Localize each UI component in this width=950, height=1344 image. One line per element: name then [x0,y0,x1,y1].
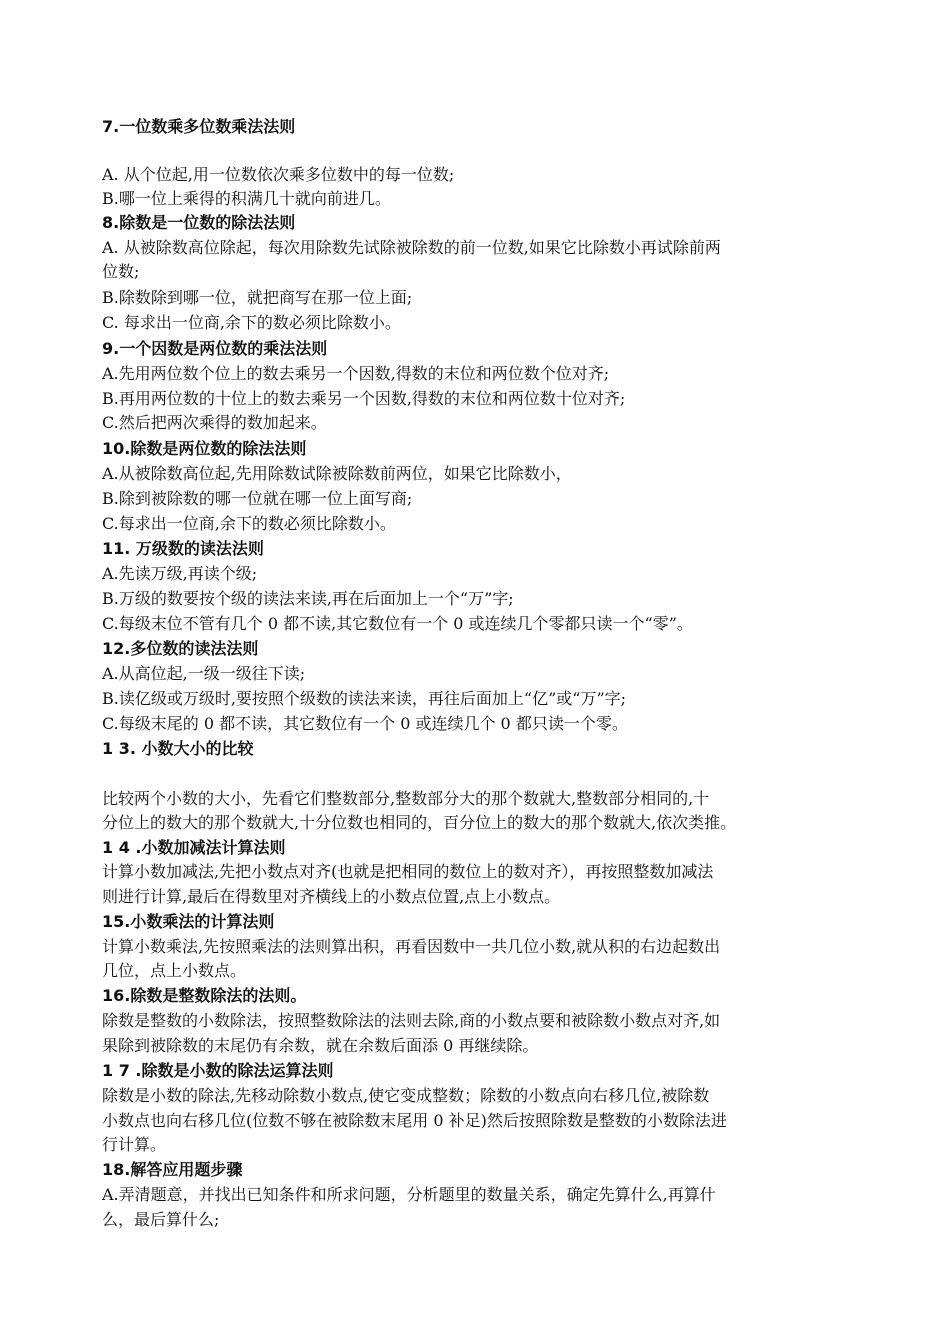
section-heading: 1 4 .小数加减法计算法则 [102,838,286,857]
text-line: A. 从个位起,用一位数依次乘多位数中的每一位数; [102,165,455,184]
text-line: A.从高位起,一级一级往下读; [102,664,306,683]
section-heading: 11. 万级数的读法法则 [102,539,264,558]
text-line: 果除到被除数的末尾仍有余数，就在余数后面添 0 再继续除。 [102,1036,539,1055]
text-line: B.除数除到哪一位，就把商写在那一位上面; [102,288,413,307]
text-line: 么，最后算什么; [102,1210,220,1229]
section-heading: 10.除数是两位数的除法法则 [102,439,307,458]
section-heading: 15.小数乘法的计算法则 [102,912,275,931]
text-line: C.每级末位不管有几个 0 都不读,其它数位有一个 0 或连续几个零都只读一个“零”。 [102,614,693,633]
text-line: 小数点也向右移几位(位数不够在被除数末尾用 0 补足)然后按照除数是整数的小数除法进 [102,1111,727,1130]
section-heading: 16.除数是整数除法的法则。 [102,986,307,1005]
text-line: A.弄清题意，并找出已知条件和所求问题，分析题里的数量关系，确定先算什么,再算什 [102,1185,716,1204]
text-line: A.从被除数高位起,先用除数试除被除数前两位，如果它比除数小， [102,464,572,483]
text-line: 则进行计算,最后在得数里对齐横线上的小数点位置,点上小数点。 [102,887,561,906]
text-line: B.哪一位上乘得的积满几十就向前进几。 [102,189,391,208]
section-heading: 1 7 .除数是小数的除法运算法则 [102,1061,334,1080]
section-heading: 8.除数是一位数的除法法则 [102,213,296,232]
text-line: 除数是小数的除法,先移动除数小数点,使它变成整数；除数的小数点向右移几位,被除数 [102,1086,710,1105]
text-line: A.先用两位数个位上的数去乘另一个因数,得数的末位和两位数个位对齐; [102,364,610,383]
section-heading: 7.一位数乘多位数乘法法则 [102,117,296,136]
text-line: C. 每求出一位商,余下的数必须比除数小。 [102,313,401,332]
text-line: 分位上的数大的那个数就大,十分位数也相同的，百分位上的数大的那个数就大,依次类推。 [102,813,737,832]
section-heading: 18.解答应用题步骤 [102,1160,243,1179]
text-line: C.每级末尾的 0 都不读，其它数位有一个 0 或连续几个 0 都只读一个零。 [102,714,628,733]
text-line: 位数; [102,262,140,281]
text-line: 行计算。 [102,1135,167,1154]
text-line: B.万级的数要按个级的读法来读,再在后面加上一个“万”字; [102,589,514,608]
text-line: A. 从被除数高位除起，每次用除数先试除被除数的前一位数,如果它比除数小再试除前两 [102,238,721,257]
section-heading: 1 3. 小数大小的比较 [102,739,254,758]
text-line: 比较两个小数的大小，先看它们整数部分,整数部分大的那个数就大,整数部分相同的,十 [102,789,710,808]
text-line: B.读亿级或万级时,要按照个级数的读法来读，再往后面加上“亿”或“万”字; [102,689,627,708]
section-heading: 9.一个因数是两位数的乘法法则 [102,339,328,358]
text-line: 几位，点上小数点。 [102,961,247,980]
text-line: C.然后把两次乘得的数加起来。 [102,413,327,432]
text-line: 计算小数加减法,先把小数点对齐(也就是把相同的数位上的数对齐），再按照整数加减法 [102,862,714,881]
text-line: A.先读万级,再读个级; [102,564,258,583]
text-line: C.每求出一位商,余下的数必须比除数小。 [102,514,396,533]
text-line: 除数是整数的小数除法，按照整数除法的法则去除,商的小数点要和被除数小数点对齐,如 [102,1011,721,1030]
section-heading: 12.多位数的读法法则 [102,639,259,658]
text-line: B.再用两位数的十位上的数去乘另一个因数,得数的末位和两位数十位对齐; [102,389,626,408]
text-line: 计算小数乘法,先按照乘法的法则算出积，再看因数中一共几位小数,就从积的右边起数出 [102,937,721,956]
text-line: B.除到被除数的哪一位就在哪一位上面写商; [102,489,413,508]
